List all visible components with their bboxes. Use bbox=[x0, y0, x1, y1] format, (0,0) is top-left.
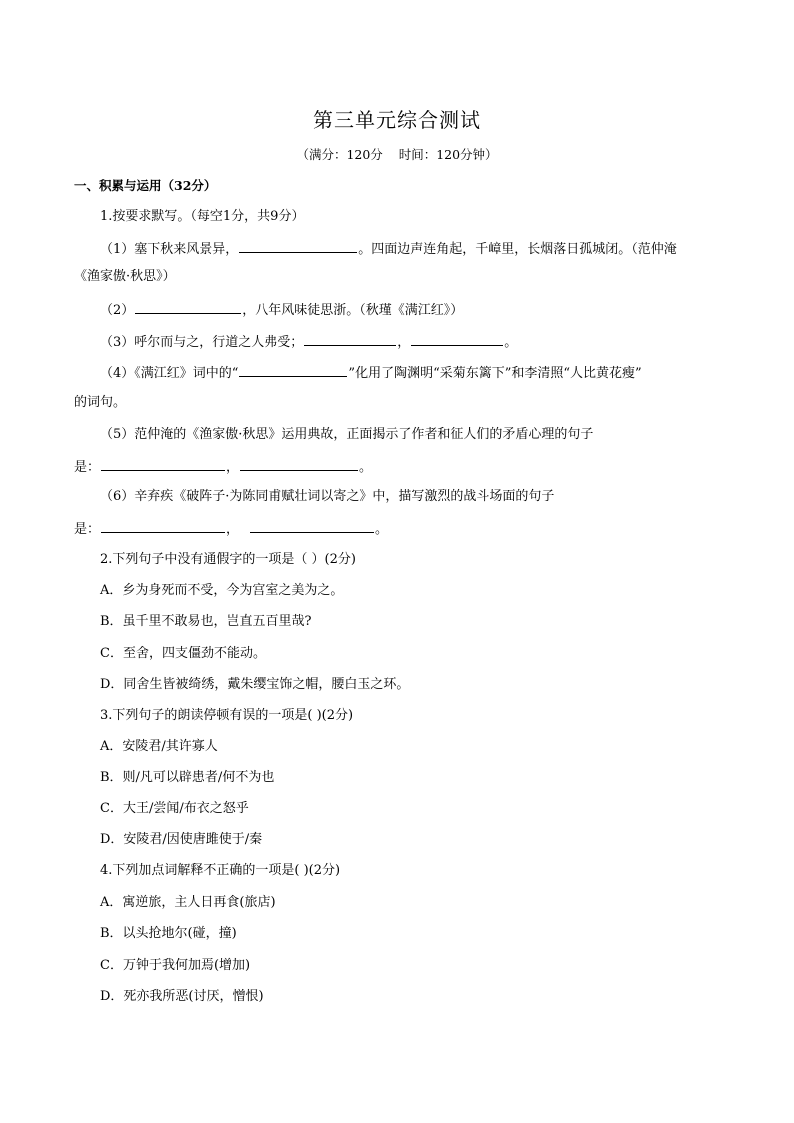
q1-text: ”化用了陶渊明“采菊东篱下”和李清照“人比黄花瘦” bbox=[348, 366, 642, 381]
answer-blank[interactable] bbox=[239, 239, 357, 253]
q1-text: 是： bbox=[74, 460, 101, 475]
q1-text: ， bbox=[226, 522, 240, 537]
q1-text: 。 bbox=[504, 335, 518, 350]
answer-blank[interactable] bbox=[304, 332, 396, 346]
q1-item-4-cont: 的词句。 bbox=[74, 395, 127, 410]
q3-option-b: B．则/凡可以辟患者/何不为也 bbox=[100, 770, 275, 785]
q1-item-5-answer bbox=[74, 457, 372, 477]
q4-option-c: C．万钟于我何加焉(增加) bbox=[100, 958, 251, 973]
page-subtitle: （满分：120分 时间：120分钟） bbox=[296, 147, 498, 162]
q3-option-c: C．大王/尝闻/布衣之怒乎 bbox=[100, 801, 249, 816]
q1-item-6: （6）辛弃疾《破阵子·为陈同甫赋壮词以寄之》中，描写激烈的战斗场面的句子 bbox=[100, 489, 555, 504]
q1-text: 。四面边声连角起，千嶂里，长烟落日孤城闭。（范仲淹 bbox=[358, 242, 677, 257]
q1-item-1-cont: 《渔家傲·秋思》） bbox=[74, 269, 176, 284]
q4-option-b: B．以头抢地尔(碰，撞) bbox=[100, 926, 237, 941]
q4-option-a: A．寓逆旅，主人日再食(旅店) bbox=[100, 895, 276, 910]
q1-item-4 bbox=[100, 363, 642, 383]
q1-text: ， bbox=[226, 460, 240, 475]
q1-stem: 1.按要求默写。（每空1分，共9分） bbox=[100, 209, 305, 224]
q1-item-3 bbox=[100, 332, 517, 352]
answer-blank[interactable] bbox=[101, 457, 225, 471]
q1-text: （1）塞下秋来风景异， bbox=[100, 242, 239, 257]
q1-text: ，八年风味徒思浙。（秋瑾《满江红》） bbox=[242, 303, 464, 318]
q2-option-c: C．至舍，四支僵劲不能动。 bbox=[100, 646, 266, 661]
q3-option-d: D．安陵君/因使唐雎使于/秦 bbox=[100, 832, 263, 847]
q1-item-5: （5）范仲淹的《渔家傲·秋思》运用典故，正面揭示了作者和征人们的矛盾心理的句子 bbox=[100, 427, 594, 442]
q1-text: 。 bbox=[375, 522, 389, 537]
q3-option-a: A．安陵君/其许寡人 bbox=[100, 739, 218, 754]
answer-blank[interactable] bbox=[239, 363, 347, 377]
answer-blank[interactable] bbox=[250, 519, 374, 533]
answer-blank[interactable] bbox=[411, 332, 503, 346]
q2-option-b: B．虽千里不敢易也，岂直五百里哉? bbox=[100, 614, 312, 629]
q1-text: ， bbox=[397, 335, 411, 350]
answer-blank[interactable] bbox=[135, 300, 241, 314]
q1-text: （3）呼尔而与之，行道之人弗受； bbox=[100, 335, 304, 350]
page-title: 第三单元综合测试 bbox=[313, 108, 481, 132]
q4-option-d: D．死亦我所恶(讨厌，憎恨) bbox=[100, 989, 264, 1004]
q1-item-6-answer bbox=[74, 519, 388, 539]
q1-item-2 bbox=[100, 300, 463, 320]
q4-stem: 4.下列加点词解释不正确的一项是( )(2分) bbox=[100, 863, 341, 878]
section-heading: 一、积累与运用（32分） bbox=[74, 178, 217, 193]
q1-text: 是： bbox=[74, 522, 101, 537]
answer-blank[interactable] bbox=[240, 457, 358, 471]
q3-stem: 3.下列句子的朗读停顿有误的一项是( )(2分) bbox=[100, 708, 354, 723]
q1-text: 。 bbox=[359, 460, 373, 475]
q2-option-a: A．乡为身死而不受，今为宫室之美为之。 bbox=[100, 583, 344, 598]
q1-item-1 bbox=[100, 239, 677, 259]
answer-blank[interactable] bbox=[101, 519, 225, 533]
q2-option-d: D．同舍生皆被绮绣，戴朱缨宝饰之帽，腰白玉之环。 bbox=[100, 677, 410, 692]
q1-text: （2） bbox=[100, 303, 135, 318]
q2-stem: 2.下列句子中没有通假字的一项是（ ）(2分) bbox=[100, 552, 356, 567]
q1-text: （4）《满江红》词中的“ bbox=[100, 366, 239, 381]
